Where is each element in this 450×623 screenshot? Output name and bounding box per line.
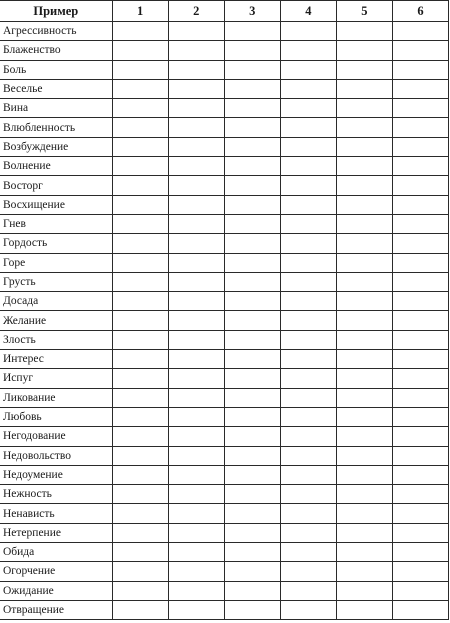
rating-cell[interactable] (392, 427, 448, 446)
rating-cell[interactable] (112, 523, 168, 542)
rating-cell[interactable] (392, 253, 448, 272)
rating-cell[interactable] (112, 195, 168, 214)
rating-cell[interactable] (168, 485, 224, 504)
row-label: Вина (0, 99, 112, 118)
rating-cell[interactable] (336, 600, 392, 619)
row-label: Агрессивность (0, 22, 112, 41)
rating-cell[interactable] (224, 41, 280, 60)
rating-cell[interactable] (336, 195, 392, 214)
rating-cell[interactable] (280, 523, 336, 542)
table-row (0, 427, 449, 446)
table-row (0, 253, 449, 272)
rating-cell[interactable] (112, 99, 168, 118)
rating-cell[interactable] (224, 427, 280, 446)
rating-cell[interactable] (336, 543, 392, 562)
header-col-6: 6 (392, 1, 448, 22)
rating-cell[interactable] (224, 99, 280, 118)
row-label: Веселье (0, 79, 112, 98)
rating-cell[interactable] (168, 292, 224, 311)
rating-cell[interactable] (224, 118, 280, 137)
rating-cell[interactable] (224, 292, 280, 311)
rating-cell[interactable] (112, 292, 168, 311)
rating-cell[interactable] (280, 446, 336, 465)
table-row (0, 523, 449, 542)
table-row (0, 137, 449, 156)
rating-cell[interactable] (392, 543, 448, 562)
rating-cell[interactable] (168, 272, 224, 291)
rating-cell[interactable] (392, 99, 448, 118)
table-row (0, 22, 449, 41)
rating-cell[interactable] (280, 253, 336, 272)
row-label: Любовь (0, 407, 112, 426)
rating-cell[interactable] (336, 41, 392, 60)
rating-cell[interactable] (168, 99, 224, 118)
rating-cell[interactable] (224, 330, 280, 349)
rating-cell[interactable] (224, 369, 280, 388)
table-row (0, 176, 449, 195)
rating-cell[interactable] (392, 562, 448, 581)
row-label: Восторг (0, 176, 112, 195)
rating-cell[interactable] (112, 388, 168, 407)
rating-cell[interactable] (392, 330, 448, 349)
header-col-3: 3 (224, 1, 280, 22)
rating-cell[interactable] (336, 330, 392, 349)
rating-cell[interactable] (224, 407, 280, 426)
rating-cell[interactable] (168, 157, 224, 176)
rating-cell[interactable] (392, 465, 448, 484)
table-row (0, 79, 449, 98)
table-row (0, 465, 449, 484)
row-label: Злость (0, 330, 112, 349)
rating-cell[interactable] (112, 465, 168, 484)
rating-cell[interactable] (168, 22, 224, 41)
rating-cell[interactable] (224, 214, 280, 233)
table-row (0, 41, 449, 60)
rating-cell[interactable] (168, 311, 224, 330)
rating-cell[interactable] (336, 137, 392, 156)
rating-cell[interactable] (112, 311, 168, 330)
header-col-4: 4 (280, 1, 336, 22)
rating-cell[interactable] (280, 407, 336, 426)
rating-cell[interactable] (224, 79, 280, 98)
rating-cell[interactable] (168, 446, 224, 465)
rating-cell[interactable] (168, 176, 224, 195)
rating-cell[interactable] (336, 79, 392, 98)
row-label: Ожидание (0, 581, 112, 600)
rating-cell[interactable] (280, 234, 336, 253)
rating-cell[interactable] (392, 79, 448, 98)
rating-cell[interactable] (392, 311, 448, 330)
rating-cell[interactable] (336, 272, 392, 291)
row-label: Обида (0, 543, 112, 562)
rating-cell[interactable] (392, 523, 448, 542)
rating-cell[interactable] (280, 195, 336, 214)
rating-cell[interactable] (336, 99, 392, 118)
rating-cell[interactable] (168, 60, 224, 79)
rating-cell[interactable] (392, 350, 448, 369)
rating-cell[interactable] (112, 137, 168, 156)
table-row (0, 407, 449, 426)
rating-cell[interactable] (224, 157, 280, 176)
table-row (0, 234, 449, 253)
rating-cell[interactable] (112, 272, 168, 291)
rating-cell[interactable] (280, 350, 336, 369)
rating-cell[interactable] (280, 504, 336, 523)
row-label: Влюбленность (0, 118, 112, 137)
rating-cell[interactable] (112, 581, 168, 600)
rating-cell[interactable] (224, 446, 280, 465)
rating-cell[interactable] (112, 22, 168, 41)
rating-cell[interactable] (168, 369, 224, 388)
rating-cell[interactable] (224, 195, 280, 214)
rating-cell[interactable] (168, 118, 224, 137)
rating-cell[interactable] (336, 292, 392, 311)
rating-cell[interactable] (224, 523, 280, 542)
rating-cell[interactable] (280, 311, 336, 330)
row-label: Восхищение (0, 195, 112, 214)
rating-cell[interactable] (224, 176, 280, 195)
row-label: Желание (0, 311, 112, 330)
header-col-2: 2 (168, 1, 224, 22)
rating-cell[interactable] (224, 562, 280, 581)
rating-cell[interactable] (280, 214, 336, 233)
rating-cell[interactable] (392, 176, 448, 195)
row-label: Отвращение (0, 600, 112, 619)
rating-cell[interactable] (280, 543, 336, 562)
rating-cell[interactable] (336, 350, 392, 369)
rating-cell[interactable] (336, 253, 392, 272)
rating-cell[interactable] (336, 562, 392, 581)
rating-cell[interactable] (224, 253, 280, 272)
rating-cell[interactable] (392, 272, 448, 291)
header-col-1: 1 (112, 1, 168, 22)
rating-cell[interactable] (224, 465, 280, 484)
table-row (0, 118, 449, 137)
rating-cell[interactable] (336, 523, 392, 542)
rating-cell[interactable] (392, 234, 448, 253)
rating-cell[interactable] (280, 157, 336, 176)
rating-cell[interactable] (336, 427, 392, 446)
rating-cell[interactable] (112, 330, 168, 349)
table-row (0, 485, 449, 504)
header-example: Пример (0, 1, 112, 22)
table-row (0, 543, 449, 562)
rating-cell[interactable] (224, 137, 280, 156)
rating-cell[interactable] (392, 504, 448, 523)
table-row (0, 99, 449, 118)
rating-cell[interactable] (168, 504, 224, 523)
row-label: Боль (0, 60, 112, 79)
rating-cell[interactable] (392, 369, 448, 388)
rating-cell[interactable] (336, 311, 392, 330)
rating-cell[interactable] (112, 79, 168, 98)
rating-cell[interactable] (112, 543, 168, 562)
rating-cell[interactable] (224, 388, 280, 407)
rating-cell[interactable] (336, 581, 392, 600)
rating-cell[interactable] (392, 388, 448, 407)
rating-cell[interactable] (280, 485, 336, 504)
rating-cell[interactable] (224, 22, 280, 41)
rating-cell[interactable] (392, 60, 448, 79)
row-label: Ненависть (0, 504, 112, 523)
table-row (0, 388, 449, 407)
rating-cell[interactable] (280, 60, 336, 79)
rating-cell[interactable] (280, 176, 336, 195)
rating-cell[interactable] (168, 253, 224, 272)
rating-cell[interactable] (168, 330, 224, 349)
table-row (0, 195, 449, 214)
rating-cell[interactable] (224, 600, 280, 619)
rating-cell[interactable] (112, 504, 168, 523)
rating-cell[interactable] (224, 485, 280, 504)
rating-cell[interactable] (392, 446, 448, 465)
rating-cell[interactable] (112, 157, 168, 176)
row-label: Досада (0, 292, 112, 311)
rating-cell[interactable] (392, 41, 448, 60)
rating-cell[interactable] (336, 388, 392, 407)
rating-cell[interactable] (112, 427, 168, 446)
table-row (0, 562, 449, 581)
rating-cell[interactable] (168, 214, 224, 233)
table-row (0, 369, 449, 388)
rating-cell[interactable] (224, 504, 280, 523)
rating-cell[interactable] (336, 446, 392, 465)
table-row (0, 60, 449, 79)
table-row (0, 600, 449, 619)
row-label: Возбуждение (0, 137, 112, 156)
rating-cell[interactable] (112, 60, 168, 79)
rating-cell[interactable] (168, 388, 224, 407)
row-label: Горе (0, 253, 112, 272)
row-label: Нежность (0, 485, 112, 504)
row-label: Нетерпение (0, 523, 112, 542)
row-label: Огорчение (0, 562, 112, 581)
rating-cell[interactable] (168, 562, 224, 581)
row-label: Недоумение (0, 465, 112, 484)
rating-cell[interactable] (112, 41, 168, 60)
rating-cell[interactable] (392, 485, 448, 504)
rating-cell[interactable] (392, 118, 448, 137)
rating-cell[interactable] (224, 350, 280, 369)
rating-cell[interactable] (224, 60, 280, 79)
table-row (0, 157, 449, 176)
row-label: Ликование (0, 388, 112, 407)
header-col-5: 5 (336, 1, 392, 22)
rating-cell[interactable] (168, 581, 224, 600)
rating-cell[interactable] (392, 195, 448, 214)
rating-cell[interactable] (392, 137, 448, 156)
rating-cell[interactable] (280, 118, 336, 137)
rating-cell[interactable] (280, 427, 336, 446)
rating-cell[interactable] (336, 407, 392, 426)
rating-cell[interactable] (336, 504, 392, 523)
rating-cell[interactable] (280, 465, 336, 484)
rating-cell[interactable] (280, 388, 336, 407)
rating-cell[interactable] (112, 234, 168, 253)
rating-cell[interactable] (336, 214, 392, 233)
rating-cell[interactable] (280, 41, 336, 60)
rating-cell[interactable] (280, 562, 336, 581)
rating-cell[interactable] (112, 350, 168, 369)
row-label: Недовольство (0, 446, 112, 465)
rating-cell[interactable] (280, 330, 336, 349)
rating-cell[interactable] (168, 41, 224, 60)
header-row (0, 1, 449, 22)
row-label: Блаженство (0, 41, 112, 60)
row-label: Гордость (0, 234, 112, 253)
rating-cell[interactable] (336, 176, 392, 195)
rating-cell[interactable] (336, 157, 392, 176)
rating-cell[interactable] (168, 465, 224, 484)
rating-cell[interactable] (112, 407, 168, 426)
rating-cell[interactable] (168, 137, 224, 156)
rating-cell[interactable] (168, 427, 224, 446)
rating-cell[interactable] (280, 581, 336, 600)
table-row (0, 504, 449, 523)
rating-cell[interactable] (112, 253, 168, 272)
row-label: Волнение (0, 157, 112, 176)
rating-cell[interactable] (112, 446, 168, 465)
rating-cell[interactable] (336, 22, 392, 41)
table-row (0, 214, 449, 233)
rating-cell[interactable] (392, 600, 448, 619)
row-label: Негодование (0, 427, 112, 446)
rating-cell[interactable] (280, 137, 336, 156)
rating-cell[interactable] (336, 465, 392, 484)
rating-cell[interactable] (336, 369, 392, 388)
rating-cell[interactable] (112, 485, 168, 504)
rating-cell[interactable] (392, 157, 448, 176)
rating-cell[interactable] (224, 543, 280, 562)
rating-cell[interactable] (280, 369, 336, 388)
rating-cell[interactable] (392, 292, 448, 311)
rating-cell[interactable] (112, 600, 168, 619)
rating-cell[interactable] (168, 234, 224, 253)
rating-cell[interactable] (280, 272, 336, 291)
rating-cell[interactable] (392, 22, 448, 41)
rating-cell[interactable] (336, 118, 392, 137)
rating-cell[interactable] (168, 407, 224, 426)
table-row (0, 330, 449, 349)
row-label: Испуг (0, 369, 112, 388)
rating-cell[interactable] (336, 485, 392, 504)
rating-cell[interactable] (336, 60, 392, 79)
table-row (0, 311, 449, 330)
rating-cell[interactable] (392, 214, 448, 233)
rating-cell[interactable] (280, 292, 336, 311)
rating-cell[interactable] (224, 581, 280, 600)
rating-cell[interactable] (112, 214, 168, 233)
row-label: Грусть (0, 272, 112, 291)
table-header (0, 1, 449, 22)
rating-cell[interactable] (224, 272, 280, 291)
rating-cell[interactable] (112, 562, 168, 581)
rating-cell[interactable] (112, 118, 168, 137)
rating-cell[interactable] (168, 195, 224, 214)
rating-cell[interactable] (224, 311, 280, 330)
rating-cell[interactable] (392, 581, 448, 600)
rating-cell[interactable] (168, 600, 224, 619)
rating-cell[interactable] (168, 79, 224, 98)
rating-cell[interactable] (224, 234, 280, 253)
rating-cell[interactable] (168, 543, 224, 562)
rating-cell[interactable] (336, 234, 392, 253)
table-row (0, 292, 449, 311)
row-label: Гнев (0, 214, 112, 233)
table-body (0, 22, 449, 620)
table-row (0, 581, 449, 600)
rating-cell[interactable] (168, 350, 224, 369)
table-row (0, 446, 449, 465)
rating-cell[interactable] (168, 523, 224, 542)
rating-cell[interactable] (112, 369, 168, 388)
rating-cell[interactable] (280, 22, 336, 41)
table-row (0, 350, 449, 369)
rating-cell[interactable] (392, 407, 448, 426)
rating-cell[interactable] (280, 600, 336, 619)
rating-cell[interactable] (112, 176, 168, 195)
rating-cell[interactable] (280, 79, 336, 98)
rating-cell[interactable] (280, 99, 336, 118)
row-label: Интерес (0, 350, 112, 369)
table-row (0, 272, 449, 291)
